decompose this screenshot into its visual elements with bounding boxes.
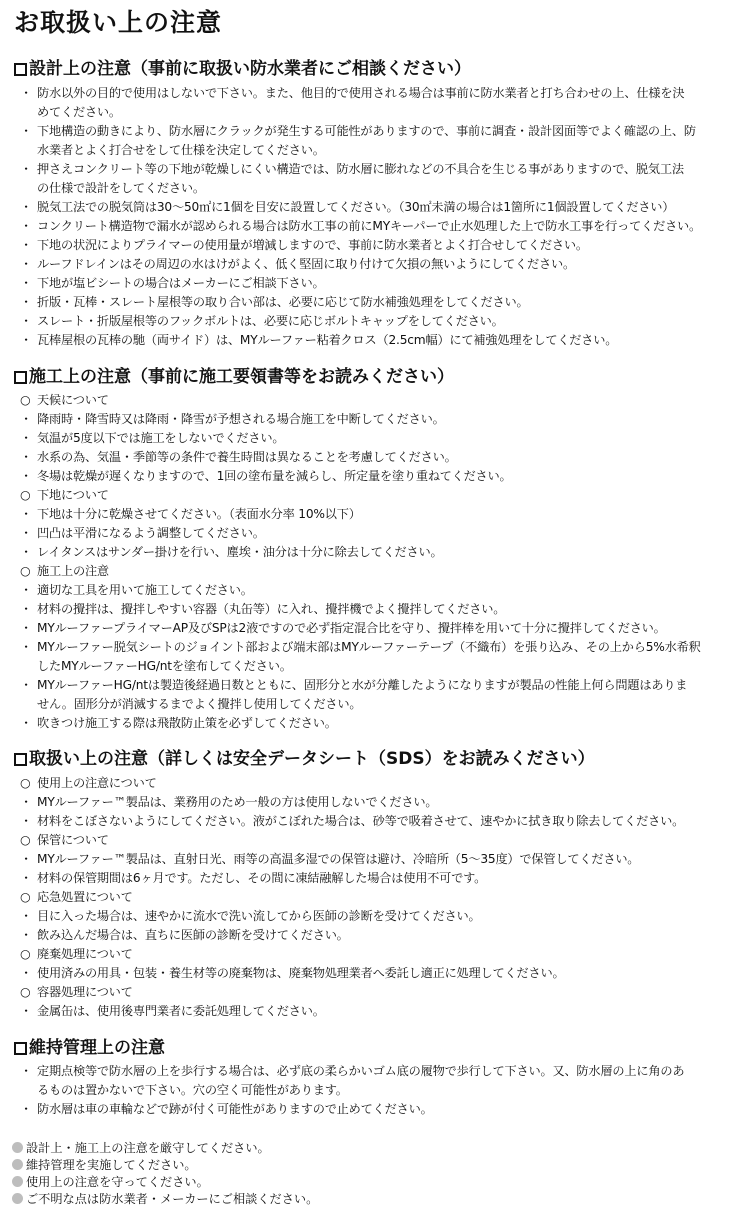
list-item xyxy=(20,774,740,793)
list-item-text: るものは置かないで下さい。穴の空く可能性があります。 xyxy=(37,1083,348,1097)
list-item xyxy=(20,676,740,695)
list-item-text: 降雨時・降雪時又は降雨・降雪が予想される場合施工を中断してください。 xyxy=(37,412,445,426)
list-item-text: 使用済みの用具・包装・養生材等の廃棄物は、廃棄物処理業者へ委託し適正に処理してください。 xyxy=(37,966,565,980)
circle-bullet-icon: ○ xyxy=(20,890,31,904)
list-item-text: レイタンスはサンダー掛けを行い、塵埃・油分は十分に除去してください。 xyxy=(37,545,443,559)
bullet-icon: ・ xyxy=(20,412,32,426)
checkbox-icon xyxy=(14,1042,27,1055)
bullet-icon: ・ xyxy=(20,678,32,692)
list-item xyxy=(20,179,740,198)
list-item xyxy=(20,217,740,236)
section-heading: 設計上の注意（事前に取扱い防水業者にご相談ください） xyxy=(14,58,471,80)
list-item-text: 容器処理について xyxy=(37,985,133,999)
list-item xyxy=(20,1062,740,1081)
list-item-text: 材料の保管期間は6ヶ月です。ただし、その間に凍結融解した場合は使用不可です。 xyxy=(37,871,487,885)
list-item xyxy=(20,1081,740,1100)
list-item-text: 飲み込んだ場合は、直ちに医師の診断を受けてください。 xyxy=(37,928,349,942)
list-item xyxy=(20,293,740,312)
list-item xyxy=(20,255,740,274)
bullet-icon: ・ xyxy=(20,200,32,214)
list-item xyxy=(20,1100,740,1119)
circle-bullet-icon: ○ xyxy=(20,393,31,407)
bullet-icon: ・ xyxy=(20,852,32,866)
line-list xyxy=(20,1062,740,1119)
circle-bullet-icon: ○ xyxy=(20,985,31,999)
list-item-text: 気温が5度以下では施工をしないでください。 xyxy=(37,431,285,445)
list-item xyxy=(20,869,740,888)
list-item-text: 防水以外の目的で使用はしないで下さい。また、他目的で使用される場合は事前に防水業者と打ち合わせの上、仕様を決 xyxy=(37,86,685,100)
bullet-icon: ・ xyxy=(20,966,32,980)
list-item xyxy=(20,850,740,869)
list-item xyxy=(20,562,740,581)
list-item xyxy=(20,448,740,467)
bullet-icon: ・ xyxy=(20,583,32,597)
list-item xyxy=(20,141,740,160)
list-item xyxy=(20,1002,740,1021)
bullet-icon: ・ xyxy=(20,238,32,252)
list-item xyxy=(20,638,740,657)
list-item-text: したMYルーファーHG/ntを塗布してください。 xyxy=(37,659,292,673)
list-item xyxy=(20,486,740,505)
bullet-icon: ・ xyxy=(20,431,32,445)
line-list xyxy=(20,84,740,350)
bullet-icon: ・ xyxy=(20,86,32,100)
list-item xyxy=(20,831,740,850)
list-item xyxy=(20,543,740,562)
list-item xyxy=(20,467,740,486)
list-item-text: 保管について xyxy=(37,833,109,847)
list-item xyxy=(20,103,740,122)
list-item xyxy=(20,600,740,619)
list-item xyxy=(20,505,740,524)
list-item-text: スレート・折版屋根等のフックボルトは、必要に応じボルトキャップをしてください。 xyxy=(37,314,504,328)
bullet-icon: ・ xyxy=(20,295,32,309)
circle-bullet-icon: ○ xyxy=(20,947,31,961)
list-item-text: せん。固形分が消滅するまでよく攪拌し使用してください。 xyxy=(37,697,362,711)
list-item-text: 押さえコンクリート等の下地が乾燥しにくい構造では、防水層に膨れなどの不具合を生じる事がありますので、脱気工法 xyxy=(37,162,684,176)
bullet-icon: ・ xyxy=(20,1064,32,1078)
list-item xyxy=(20,312,740,331)
list-item xyxy=(20,793,740,812)
circle-bullet-icon: ○ xyxy=(20,564,31,578)
checkbox-icon xyxy=(14,753,27,766)
footer-note xyxy=(12,1157,318,1174)
list-item xyxy=(20,410,740,429)
list-item-text: 使用上の注意について xyxy=(37,776,157,790)
list-item xyxy=(20,983,740,1002)
list-item xyxy=(20,714,740,733)
footer-note-text: 使用上の注意を守ってください。 xyxy=(26,1175,209,1189)
list-item xyxy=(20,160,740,179)
list-item xyxy=(20,581,740,600)
bullet-icon: ・ xyxy=(20,219,32,233)
bullet-icon: ・ xyxy=(20,602,32,616)
section-heading: 施工上の注意（事前に施工要領書等をお読みください） xyxy=(14,366,454,388)
bullet-icon: ・ xyxy=(20,314,32,328)
list-item-text: 凹凸は平滑になるよう調整してください。 xyxy=(37,526,265,540)
checkbox-icon xyxy=(14,63,27,76)
footer-note xyxy=(12,1191,318,1208)
list-item xyxy=(20,657,740,676)
list-item xyxy=(20,888,740,907)
list-item-text: MYルーファープライマーAP及びSPは2液ですので必ず指定混合比を守り、攪拌棒を用いて十分に攪拌してください。 xyxy=(37,621,666,635)
gray-dot-icon xyxy=(12,1159,23,1170)
list-item-text: 下地が塩ビシートの場合はメーカーにご相談下さい。 xyxy=(37,276,325,290)
list-item-text: コンクリート構造物で漏水が認められる場合は防水工事の前にMYキーパーで止水処理した上で防水工事を行ってください。 xyxy=(37,219,702,233)
list-item-text: MYルーファー脱気シートのジョイント部および端末部はMYルーファーテープ（不織布）を張り込み、その上から5%水希釈 xyxy=(37,640,701,654)
bullet-icon: ・ xyxy=(20,928,32,942)
list-item xyxy=(20,429,740,448)
circle-bullet-icon: ○ xyxy=(20,833,31,847)
list-item-text: 瓦棒屋根の瓦棒の馳（両サイド）は、MYルーファー粘着クロス（2.5cm幅）にて補強処理をしてください。 xyxy=(37,333,618,347)
bullet-icon: ・ xyxy=(20,716,32,730)
circle-bullet-icon: ○ xyxy=(20,488,31,502)
checkbox-icon xyxy=(14,371,27,384)
list-item-text: 水系の為、気温・季節等の条件で養生時間は異なることを考慮してください。 xyxy=(37,450,457,464)
list-item-text: 吹きつけ施工する際は飛散防止策を必ずしてください。 xyxy=(37,716,337,730)
list-item-text: 防水層は車の車輪などで跡が付く可能性がありますので止めてください。 xyxy=(37,1102,433,1116)
list-item-text: 施工上の注意 xyxy=(37,564,109,578)
bullet-icon: ・ xyxy=(20,1102,32,1116)
list-item-text: 廃棄処理について xyxy=(37,947,133,961)
list-item-text: MYルーファー™製品は、直射日光、雨等の高温多湿での保管は避け、冷暗所（5～35度）で保管してください。 xyxy=(37,852,640,866)
bullet-icon: ・ xyxy=(20,124,32,138)
section-heading: 維持管理上の注意 xyxy=(14,1037,165,1059)
list-item xyxy=(20,391,740,410)
list-item-text: 天候について xyxy=(37,393,109,407)
list-item-text: 水業者とよく打合せをして仕様を決定してください。 xyxy=(37,143,325,157)
list-item-text: MYルーファーHG/ntは製造後経過日数とともに、固形分と水が分離したようになりますが製品の性能上何ら問題はありま xyxy=(37,678,688,692)
list-item-text: 適切な工具を用いて施工してください。 xyxy=(37,583,253,597)
gray-dot-icon xyxy=(12,1142,23,1153)
list-item-text: 脱気工法での脱気筒は30～50㎡に1個を目安に設置してください。（30㎡未満の場合は1箇所に1個設置してください） xyxy=(37,200,675,214)
list-item-text: MYルーファー™製品は、業務用のため一般の方は使用しないでください。 xyxy=(37,795,438,809)
list-item-text: 定期点検等で防水層の上を歩行する場合は、必ず底の柔らかいゴム底の履物で歩行して下さい。又、防水層の上に角のあ xyxy=(37,1064,685,1078)
bullet-icon: ・ xyxy=(20,526,32,540)
page-title: お取扱い上の注意 xyxy=(14,8,223,37)
list-item-text: 折版・瓦棒・スレート屋根等の取り合い部は、必要に応じて防水補強処理をしてください。 xyxy=(37,295,529,309)
list-item xyxy=(20,812,740,831)
list-item xyxy=(20,198,740,217)
bullet-icon: ・ xyxy=(20,621,32,635)
list-item xyxy=(20,907,740,926)
bullet-icon: ・ xyxy=(20,1004,32,1018)
list-item-text: 目に入った場合は、速やかに流水で洗い流してから医師の診断を受けてください。 xyxy=(37,909,481,923)
list-item xyxy=(20,236,740,255)
bullet-icon: ・ xyxy=(20,276,32,290)
bullet-icon: ・ xyxy=(20,507,32,521)
list-item xyxy=(20,524,740,543)
list-item xyxy=(20,84,740,103)
list-item xyxy=(20,619,740,638)
list-item-text: 下地構造の動きにより、防水層にクラックが発生する可能性がありますので、事前に調査・設計図面等でよく確認の上、防 xyxy=(37,124,696,138)
list-item-text: の仕様で設計をしてください。 xyxy=(37,181,205,195)
bullet-icon: ・ xyxy=(20,450,32,464)
list-item xyxy=(20,695,740,714)
circle-bullet-icon: ○ xyxy=(20,776,31,790)
list-item xyxy=(20,274,740,293)
list-item xyxy=(20,122,740,141)
list-item-text: 応急処置について xyxy=(37,890,133,904)
line-list xyxy=(20,774,740,1021)
bullet-icon: ・ xyxy=(20,795,32,809)
list-item xyxy=(20,331,740,350)
list-item-text: 金属缶は、使用後専門業者に委託処理してください。 xyxy=(37,1004,325,1018)
list-item-text: めてください。 xyxy=(37,105,121,119)
gray-dot-icon xyxy=(12,1176,23,1187)
bullet-icon: ・ xyxy=(20,814,32,828)
bullet-icon: ・ xyxy=(20,469,32,483)
list-item-text: 冬場は乾燥が遅くなりますので、1回の塗布量を減らし、所定量を塗り重ねてください。 xyxy=(37,469,512,483)
bullet-icon: ・ xyxy=(20,640,32,654)
bullet-icon: ・ xyxy=(20,333,32,347)
list-item xyxy=(20,926,740,945)
footer-notes xyxy=(12,1140,318,1208)
bullet-icon: ・ xyxy=(20,545,32,559)
footer-note-text: 維持管理を実施してください。 xyxy=(26,1158,197,1172)
bullet-icon: ・ xyxy=(20,257,32,271)
list-item-text: ルーフドレインはその周辺の水はけがよく、低く堅固に取り付けて欠損の無いようにしてください。 xyxy=(37,257,575,271)
footer-note xyxy=(12,1140,318,1157)
list-item-text: 材料の攪拌は、攪拌しやすい容器（丸缶等）に入れ、攪拌機でよく攪拌してください。 xyxy=(37,602,506,616)
section-heading: 取扱い上の注意（詳しくは安全データシート（SDS）をお読みください） xyxy=(14,748,595,770)
bullet-icon: ・ xyxy=(20,871,32,885)
bullet-icon: ・ xyxy=(20,162,32,176)
list-item-text: 下地について xyxy=(37,488,109,502)
footer-note xyxy=(12,1174,318,1191)
list-item-text: 下地は十分に乾燥させてください。（表面水分率 10%以下） xyxy=(37,507,361,521)
footer-note-text: ご不明な点は防水業者・メーカーにご相談ください。 xyxy=(26,1192,319,1206)
list-item-text: 下地の状況によりプライマーの使用量が増減しますので、事前に防水業者とよく打合せしてください。 xyxy=(37,238,588,252)
footer-note-text: 設計上・施工上の注意を厳守してください。 xyxy=(26,1141,270,1155)
bullet-icon: ・ xyxy=(20,909,32,923)
list-item xyxy=(20,964,740,983)
gray-dot-icon xyxy=(12,1193,23,1204)
list-item xyxy=(20,945,740,964)
line-list xyxy=(20,391,740,733)
list-item-text: 材料をこぼさないようにしてください。液がこぼれた場合は、砂等で吸着させて、速やかに拭き取り除去してください。 xyxy=(37,814,685,828)
